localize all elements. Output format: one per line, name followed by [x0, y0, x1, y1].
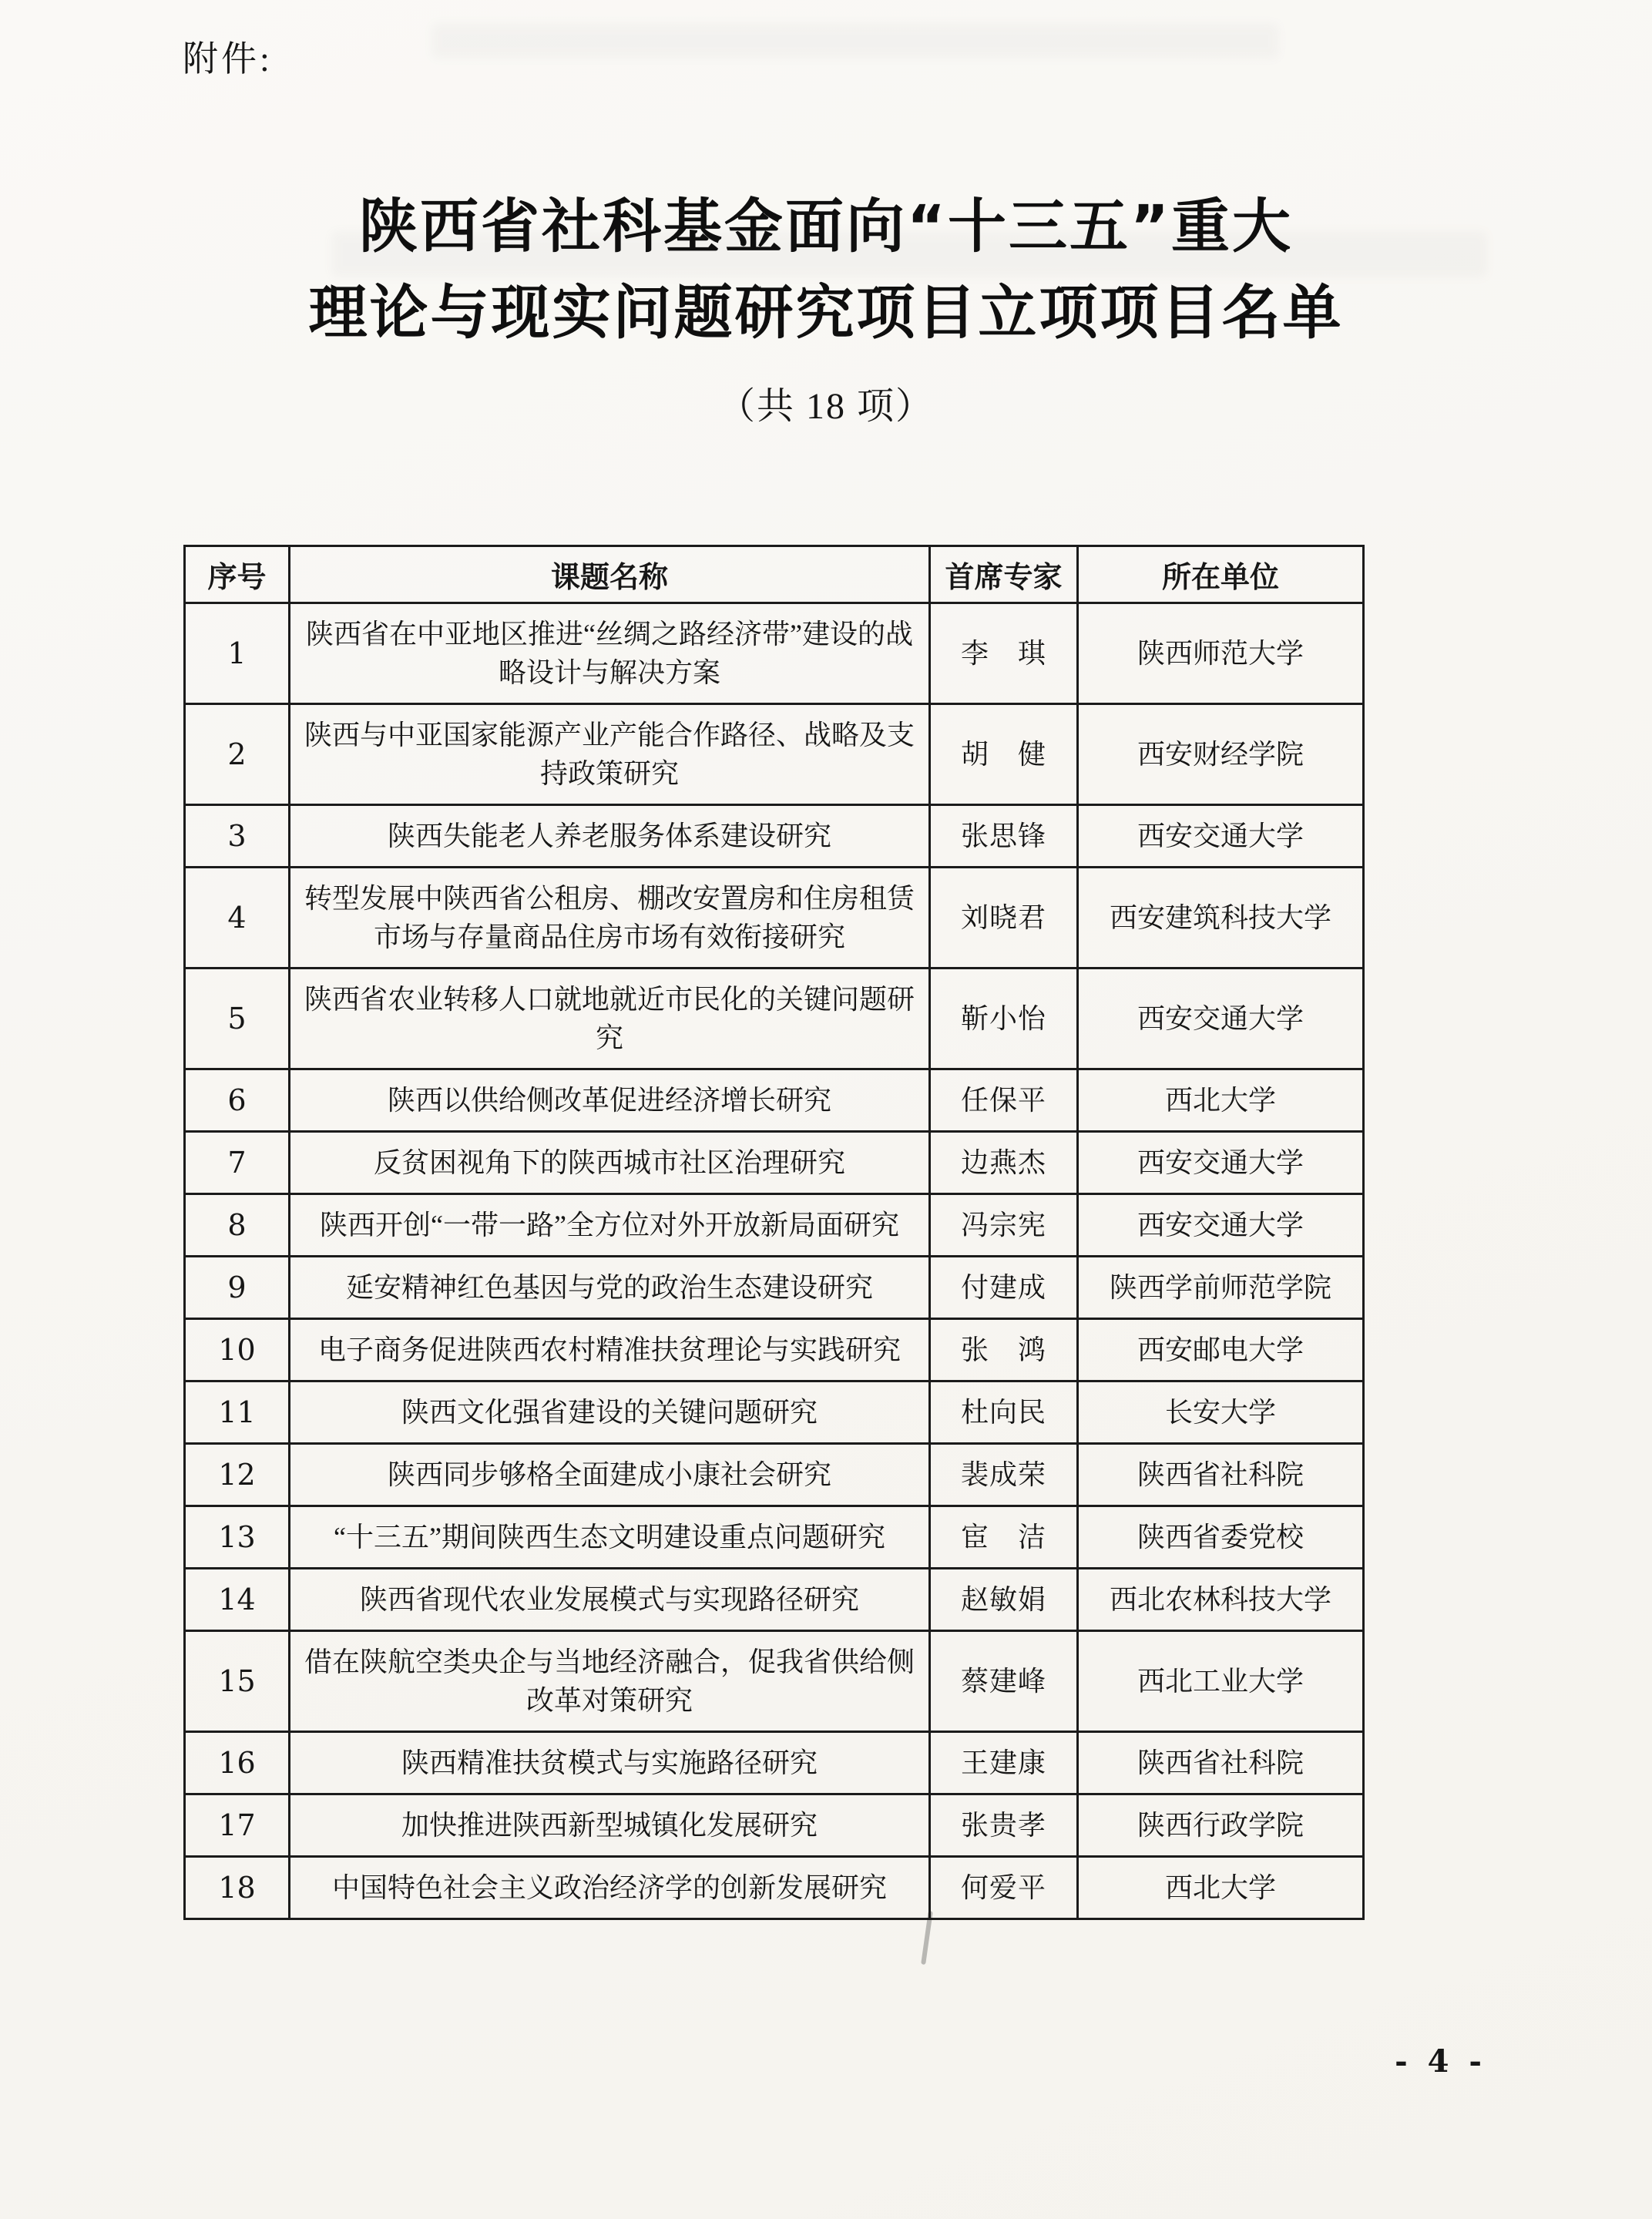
table-row — [185, 1194, 1364, 1257]
project-title-cell: 陕西省农业转移人口就地就近市民化的关键问题研究 — [290, 969, 930, 1069]
table-row — [185, 1069, 1364, 1132]
table-row — [185, 1732, 1364, 1794]
header-serial-number: 序号 — [185, 546, 290, 603]
chief-expert-cell: 宦 洁 — [930, 1506, 1078, 1569]
serial-number-cell: 2 — [185, 704, 290, 805]
serial-number-cell: 16 — [185, 1732, 290, 1794]
serial-number-cell: 11 — [185, 1381, 290, 1444]
table-row — [185, 1857, 1364, 1919]
serial-number-cell: 10 — [185, 1319, 290, 1381]
institution-cell: 西北农林科技大学 — [1078, 1569, 1364, 1631]
institution-cell: 西安邮电大学 — [1078, 1319, 1364, 1381]
project-title-cell: 陕西以供给侧改革促进经济增长研究 — [290, 1069, 930, 1132]
table-row — [185, 1631, 1364, 1732]
header-institution: 所在单位 — [1078, 546, 1364, 603]
institution-cell: 陕西学前师范学院 — [1078, 1257, 1364, 1319]
chief-expert-cell: 裴成荣 — [930, 1444, 1078, 1506]
institution-cell: 西安交通大学 — [1078, 805, 1364, 868]
project-title-cell: “十三五”期间陕西生态文明建设重点问题研究 — [290, 1506, 930, 1569]
institution-cell: 西安交通大学 — [1078, 1132, 1364, 1194]
table-row — [185, 1132, 1364, 1194]
institution-cell: 西北大学 — [1078, 1857, 1364, 1919]
table-row — [185, 805, 1364, 868]
attachment-label: 附件: — [183, 39, 273, 79]
project-title-cell: 延安精神红色基因与党的政治生态建设研究 — [290, 1257, 930, 1319]
institution-cell: 长安大学 — [1078, 1381, 1364, 1444]
project-title-cell: 陕西精准扶贫模式与实施路径研究 — [290, 1732, 930, 1794]
chief-expert-cell: 付建成 — [930, 1257, 1078, 1319]
institution-cell: 西安交通大学 — [1078, 1194, 1364, 1257]
chief-expert-cell: 边燕杰 — [930, 1132, 1078, 1194]
institution-cell: 陕西省社科院 — [1078, 1732, 1364, 1794]
chief-expert-cell: 胡 健 — [930, 704, 1078, 805]
table-row — [185, 1569, 1364, 1631]
serial-number-cell: 4 — [185, 868, 290, 969]
serial-number-cell: 6 — [185, 1069, 290, 1132]
serial-number-cell: 15 — [185, 1631, 290, 1732]
chief-expert-cell: 刘晓君 — [930, 868, 1078, 969]
project-title-cell: 陕西失能老人养老服务体系建设研究 — [290, 805, 930, 868]
table-row — [185, 1381, 1364, 1444]
serial-number-cell: 14 — [185, 1569, 290, 1631]
projects-table — [183, 545, 1365, 1920]
project-title-cell: 电子商务促进陕西农村精准扶贫理论与实践研究 — [290, 1319, 930, 1381]
chief-expert-cell: 赵敏娟 — [930, 1569, 1078, 1631]
table-row — [185, 1794, 1364, 1857]
table-row — [185, 969, 1364, 1069]
chief-expert-cell: 李 琪 — [930, 603, 1078, 704]
chief-expert-cell: 蔡建峰 — [930, 1631, 1078, 1732]
serial-number-cell: 5 — [185, 969, 290, 1069]
project-title-cell: 加快推进陕西新型城镇化发展研究 — [290, 1794, 930, 1857]
project-title-cell: 陕西省现代农业发展模式与实现路径研究 — [290, 1569, 930, 1631]
institution-cell: 陕西省社科院 — [1078, 1444, 1364, 1506]
table-row — [185, 1257, 1364, 1319]
table-row — [185, 704, 1364, 805]
table-row — [185, 603, 1364, 704]
institution-cell: 陕西省委党校 — [1078, 1506, 1364, 1569]
project-title-cell: 借在陕航空类央企与当地经济融合，促我省供给侧改革对策研究 — [290, 1631, 930, 1732]
serial-number-cell: 9 — [185, 1257, 290, 1319]
institution-cell: 陕西行政学院 — [1078, 1794, 1364, 1857]
institution-cell: 西安建筑科技大学 — [1078, 868, 1364, 969]
table-header-row — [185, 546, 1364, 603]
serial-number-cell: 13 — [185, 1506, 290, 1569]
serial-number-cell: 18 — [185, 1857, 290, 1919]
project-title-cell: 陕西同步够格全面建成小康社会研究 — [290, 1444, 930, 1506]
table-row — [185, 1319, 1364, 1381]
serial-number-cell: 3 — [185, 805, 290, 868]
scan-artifact — [431, 23, 1279, 59]
page-number: - 4 - — [1395, 2043, 1486, 2080]
document-subtitle: （共 18 项） — [717, 386, 934, 427]
chief-expert-cell: 冯宗宪 — [930, 1194, 1078, 1257]
project-title-cell: 中国特色社会主义政治经济学的创新发展研究 — [290, 1857, 930, 1919]
chief-expert-cell: 靳小怡 — [930, 969, 1078, 1069]
project-title-cell: 陕西开创“一带一路”全方位对外开放新局面研究 — [290, 1194, 930, 1257]
document-title-block — [0, 183, 1652, 429]
chief-expert-cell: 杜向民 — [930, 1381, 1078, 1444]
chief-expert-cell: 何爱平 — [930, 1857, 1078, 1919]
chief-expert-cell: 任保平 — [930, 1069, 1078, 1132]
chief-expert-cell: 张思锋 — [930, 805, 1078, 868]
document-title-line-2: 理论与现实问题研究项目立项项目名单 — [308, 278, 1344, 347]
institution-cell: 西北工业大学 — [1078, 1631, 1364, 1732]
table-row — [185, 1444, 1364, 1506]
institution-cell: 西安交通大学 — [1078, 969, 1364, 1069]
serial-number-cell: 12 — [185, 1444, 290, 1506]
institution-cell: 西北大学 — [1078, 1069, 1364, 1132]
serial-number-cell: 1 — [185, 603, 290, 704]
project-title-cell: 转型发展中陕西省公租房、棚改安置房和住房租赁市场与存量商品住房市场有效衔接研究 — [290, 868, 930, 969]
serial-number-cell: 8 — [185, 1194, 290, 1257]
table-row — [185, 868, 1364, 969]
document-title-line-1: 陕西省社科基金面向“十三五”重大 — [359, 192, 1293, 260]
project-title-cell: 反贫困视角下的陕西城市社区治理研究 — [290, 1132, 930, 1194]
project-title-cell: 陕西省在中亚地区推进“丝绸之路经济带”建设的战略设计与解决方案 — [290, 603, 930, 704]
project-title-cell: 陕西与中亚国家能源产业产能合作路径、战略及支持政策研究 — [290, 704, 930, 805]
chief-expert-cell: 张 鸿 — [930, 1319, 1078, 1381]
chief-expert-cell: 张贵孝 — [930, 1794, 1078, 1857]
serial-number-cell: 7 — [185, 1132, 290, 1194]
institution-cell: 陕西师范大学 — [1078, 603, 1364, 704]
institution-cell: 西安财经学院 — [1078, 704, 1364, 805]
serial-number-cell: 17 — [185, 1794, 290, 1857]
header-chief-expert: 首席专家 — [930, 546, 1078, 603]
chief-expert-cell: 王建康 — [930, 1732, 1078, 1794]
table-row — [185, 1506, 1364, 1569]
header-project-title: 课题名称 — [290, 546, 930, 603]
project-title-cell: 陕西文化强省建设的关键问题研究 — [290, 1381, 930, 1444]
